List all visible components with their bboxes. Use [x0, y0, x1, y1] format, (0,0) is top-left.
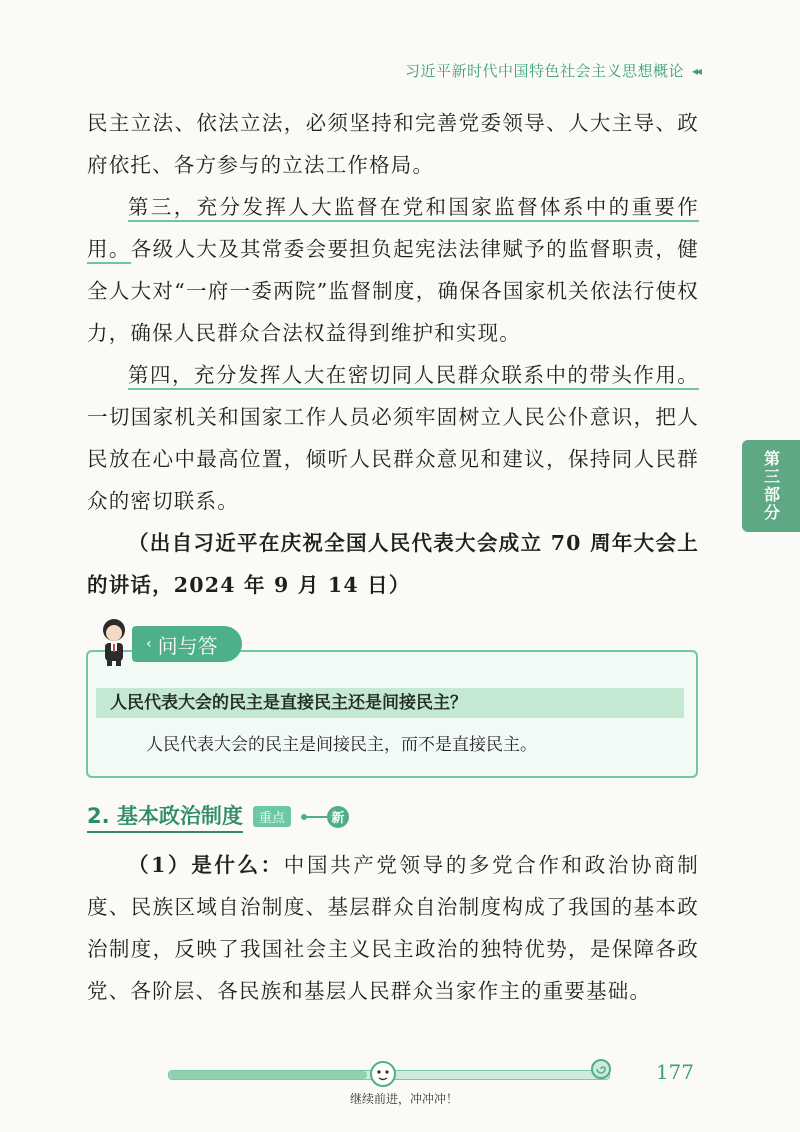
connector-line [305, 816, 327, 818]
paragraph-3-rest: 一切国家机关和国家工作人员必须牢固树立人民公仆意识，把人民放在心中最高位置，倾听人民群众意见和建议，保持同人民群众的密切联系。 [87, 405, 699, 513]
highlight-point-4: 第四，充分发挥人大在密切同人民群众联系中的带头作用。 [128, 363, 699, 390]
part-tab[interactable]: 第三部分 [742, 440, 800, 532]
book-title: 习近平新时代中国特色社会主义思想概论 [404, 62, 684, 80]
new-badge [301, 806, 349, 828]
section-heading [87, 800, 349, 833]
paragraph-1: 民主立法、依法立法，必须坚持和完善党委领导、人大主导、政府依托、各方参与的立法工作格局。 [87, 111, 699, 177]
definition-text: 中国共产党领导的多党合作和政治协商制度、民族区域自治制度、基层群众自治制度构成了我国的基本政治制度，反映了我国社会主义民主政治的独特优势，是保障各政党、各阶层、各民族和基层人民群众当家作主的重要基础。 [87, 853, 699, 1003]
section-title: 2. 基本政治制度 [87, 800, 243, 833]
qa-answer: 人民代表大会的民主是间接民主，而不是直接民主。 [146, 735, 537, 755]
paragraph-definition [87, 844, 699, 1012]
highlight-point-3: 第三，充分发挥人大监督在党和国家监督体系中的重要作用。 [87, 195, 699, 264]
double-arrow-icon: ◂◂ [691, 63, 700, 78]
chevron-left-icon: ‹ [146, 636, 152, 652]
body-text-upper [87, 102, 699, 606]
qa-tag [132, 626, 242, 662]
key-point-badge: 重点 [253, 806, 291, 827]
mascot-icon [368, 1058, 398, 1088]
page-number: 177 [655, 1060, 694, 1084]
qa-question: 人民代表大会的民主是直接民主还是间接民主？ [96, 688, 684, 718]
paragraph-3 [87, 354, 699, 522]
running-header [405, 60, 700, 81]
body-text-lower [87, 844, 699, 1012]
footer-slogan: 继续前进，冲冲冲！ [350, 1092, 459, 1106]
source-citation: （出自习近平在庆祝全国人民代表大会成立 70 周年大会上的讲话，2024 年 9 月 14 日） [87, 531, 699, 597]
qa-tag-label: 问与答 [157, 633, 218, 658]
definition-label: （1）是什么： [128, 853, 284, 877]
new-badge-label: 新 [327, 806, 349, 828]
paragraph-2 [87, 186, 699, 354]
paragraph-2-rest: 各级人大及其常委会要担负起宪法法律赋予的监督职责，健全人大对“一府一委两院”监督制度，确保各国家机关依法行使权力，确保人民群众合法权益得到维护和实现。 [87, 237, 699, 345]
progress-fill [169, 1071, 367, 1079]
goal-spiral-icon [590, 1058, 612, 1080]
student-figure-icon [94, 616, 136, 666]
